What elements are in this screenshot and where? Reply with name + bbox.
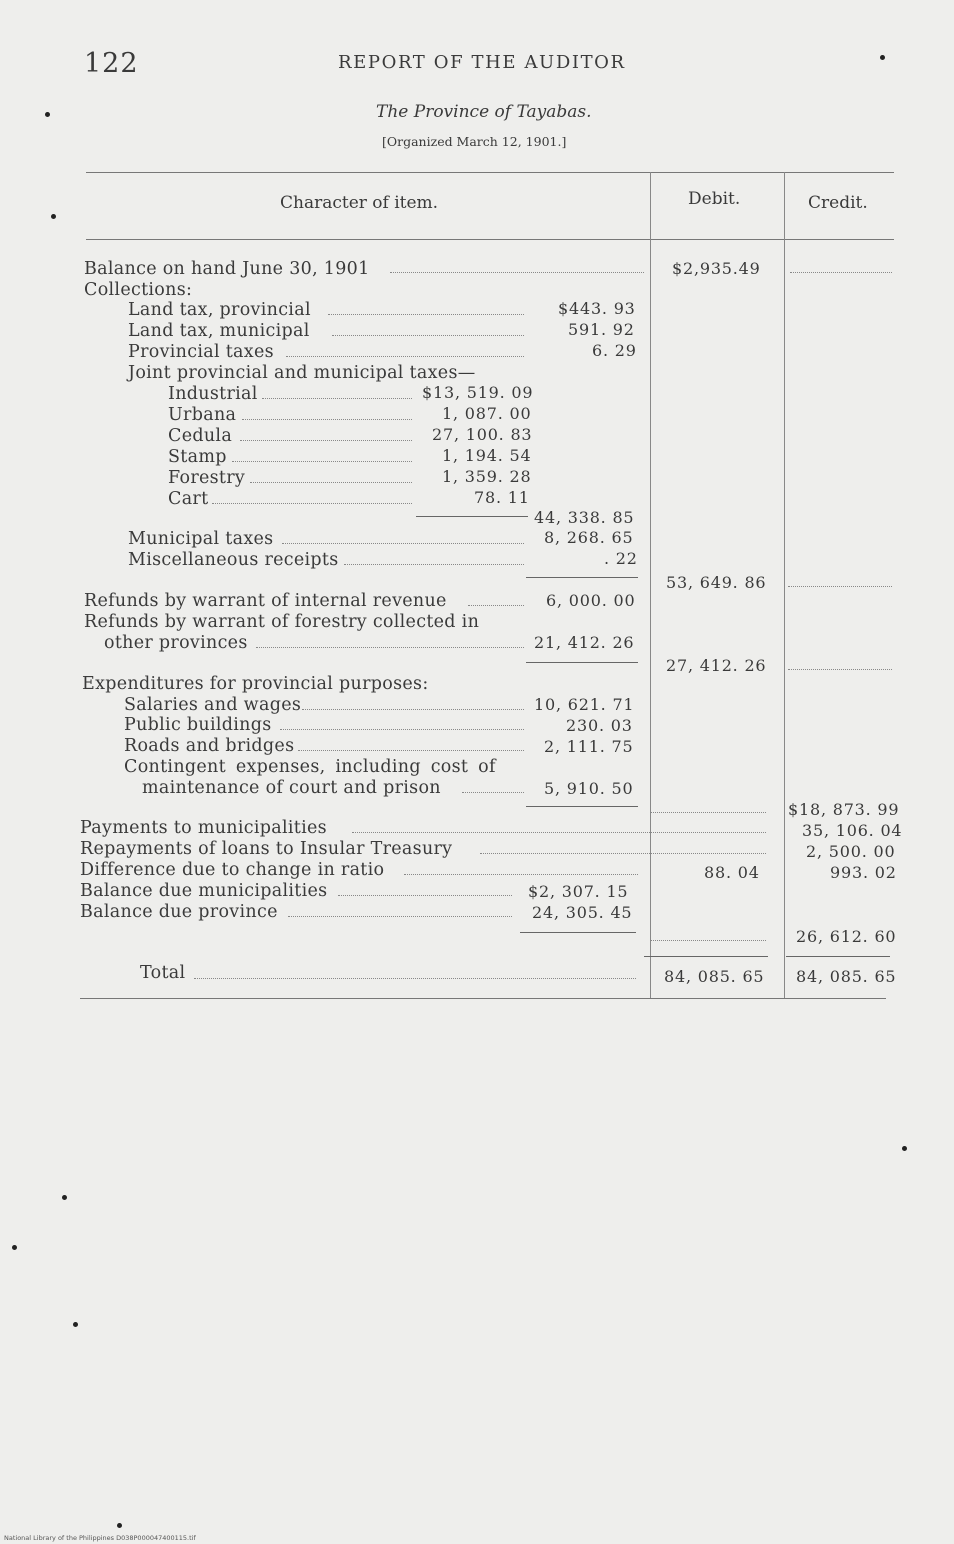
total-debit: 84, 085. 65 <box>664 967 765 986</box>
row-label: Forestry <box>168 468 246 488</box>
row-label: Provincial taxes <box>128 342 274 362</box>
row-label: Roads and bridges <box>124 736 295 756</box>
item-value: 6, 000. 00 <box>546 591 636 610</box>
row-label: Refunds by warrant of forestry collected in <box>84 612 480 632</box>
leader-dots <box>468 605 524 606</box>
leader-dots <box>302 709 524 710</box>
header-rule <box>86 239 894 240</box>
col-divider-1 <box>650 172 651 998</box>
row-label: Miscellaneous receipts <box>128 550 339 570</box>
leader-dots <box>282 543 524 544</box>
leader-dots <box>288 916 512 917</box>
item-value: 24, 305. 45 <box>532 903 633 922</box>
leader-dots <box>232 461 412 462</box>
total-rule-credit <box>786 956 890 957</box>
leader-dots <box>194 978 636 979</box>
item-value: 2, 111. 75 <box>544 737 634 756</box>
item-value: 44, 338. 85 <box>534 508 635 527</box>
leader-dots <box>286 356 524 357</box>
col-header-item: Character of item. <box>280 193 439 213</box>
leader-dots <box>788 586 892 587</box>
row-label: Contingent expenses, including cost of <box>124 757 496 777</box>
leader-dots <box>212 503 412 504</box>
scan-footer: National Library of the Philippines D038P000047400115.tif <box>4 1534 196 1542</box>
row-label: Balance due municipalities <box>80 881 328 901</box>
scan-speck <box>117 1523 122 1528</box>
total-credit: 84, 085. 65 <box>796 967 897 986</box>
item-value: 10, 621. 71 <box>534 695 635 714</box>
scan-speck <box>880 55 885 60</box>
row-label: Collections: <box>84 280 193 300</box>
subtotal-rule <box>520 932 636 933</box>
subtotal-rule <box>416 516 528 517</box>
leader-dots <box>790 272 892 273</box>
leader-dots <box>280 729 524 730</box>
leader-dots <box>404 874 638 875</box>
credit-value: 2, 500. 00 <box>806 842 896 861</box>
item-value: 1, 194. 54 <box>442 446 532 465</box>
table-top-rule <box>86 172 894 173</box>
item-value: 591. 92 <box>568 320 635 339</box>
leader-dots <box>650 940 766 941</box>
item-value: $443. 93 <box>558 299 636 318</box>
row-label: Municipal taxes <box>128 529 274 549</box>
row-label: maintenance of court and prison <box>142 778 441 798</box>
leader-dots <box>338 895 512 896</box>
row-label: Cart <box>168 489 209 509</box>
subtotal-rule <box>526 662 638 663</box>
row-label: Expenditures for provincial purposes: <box>82 674 429 694</box>
leader-dots <box>462 792 524 793</box>
row-label: Balance on hand June 30, 1901 <box>84 259 370 279</box>
table-bottom-rule <box>80 998 886 999</box>
row-label: Stamp <box>168 447 227 467</box>
leader-dots <box>298 750 524 751</box>
credit-value: 993. 02 <box>830 863 897 882</box>
row-label: Refunds by warrant of internal revenue <box>84 591 447 611</box>
row-label: other provinces <box>104 633 248 653</box>
total-rule-debit <box>644 956 768 957</box>
credit-value: $18, 873. 99 <box>788 800 900 819</box>
total-label: Total <box>140 963 186 983</box>
item-value: 5, 910. 50 <box>544 779 634 798</box>
leader-dots <box>390 272 644 273</box>
col-header-credit: Credit. <box>808 193 868 213</box>
col-header-debit: Debit. <box>688 189 741 209</box>
leader-dots <box>250 482 412 483</box>
item-value: $13, 519. 09 <box>422 383 534 402</box>
scan-speck <box>62 1195 67 1200</box>
section-title: The Province of Tayabas. <box>376 102 592 122</box>
leader-dots <box>242 419 412 420</box>
subtotal-rule <box>526 577 638 578</box>
scan-speck <box>51 214 56 219</box>
credit-value: 35, 106. 04 <box>802 821 903 840</box>
page-number: 122 <box>84 48 139 79</box>
debit-value: 88. 04 <box>704 863 760 882</box>
row-label: Salaries and wages <box>124 695 302 715</box>
leader-dots <box>344 564 524 565</box>
item-value: $2, 307. 15 <box>528 882 629 901</box>
scan-speck <box>45 112 50 117</box>
row-label: Joint provincial and municipal taxes— <box>128 363 476 383</box>
item-value: 230. 03 <box>566 716 633 735</box>
item-value: 1, 359. 28 <box>442 467 532 486</box>
row-label: Urbana <box>168 405 237 425</box>
item-value: . 22 <box>604 549 638 568</box>
leader-dots <box>480 853 766 854</box>
scan-speck <box>902 1146 907 1151</box>
item-value: 8, 268. 65 <box>544 528 634 547</box>
debit-value: 27, 412. 26 <box>666 656 767 675</box>
row-label: Balance due province <box>80 902 278 922</box>
item-value: 1, 087. 00 <box>442 404 532 423</box>
item-value: 6. 29 <box>592 341 637 360</box>
row-label: Land tax, provincial <box>128 300 311 320</box>
item-value: 27, 100. 83 <box>432 425 533 444</box>
debit-value: $2,935.49 <box>672 259 761 278</box>
col-divider-2 <box>784 172 785 998</box>
row-label: Public buildings <box>124 715 272 735</box>
row-label: Cedula <box>168 426 233 446</box>
scan-speck <box>12 1245 17 1250</box>
row-label: Difference due to change in ratio <box>80 860 385 880</box>
leader-dots <box>240 440 412 441</box>
item-value: 21, 412. 26 <box>534 633 635 652</box>
leader-dots <box>650 812 766 813</box>
organized-note: [Organized March 12, 1901.] <box>382 134 567 149</box>
row-label: Industrial <box>168 384 258 404</box>
leader-dots <box>352 832 766 833</box>
running-title: REPORT OF THE AUDITOR <box>338 52 626 73</box>
row-label: Land tax, municipal <box>128 321 310 341</box>
leader-dots <box>256 647 524 648</box>
leader-dots <box>262 398 412 399</box>
scan-speck <box>73 1322 78 1327</box>
leader-dots <box>788 669 892 670</box>
item-value: 78. 11 <box>474 488 530 507</box>
debit-value: 53, 649. 86 <box>666 573 767 592</box>
credit-value: 26, 612. 60 <box>796 927 897 946</box>
subtotal-rule <box>526 806 638 807</box>
row-label: Payments to municipalities <box>80 818 327 838</box>
row-label: Repayments of loans to Insular Treasury <box>80 839 453 859</box>
leader-dots <box>328 314 524 315</box>
leader-dots <box>332 335 524 336</box>
